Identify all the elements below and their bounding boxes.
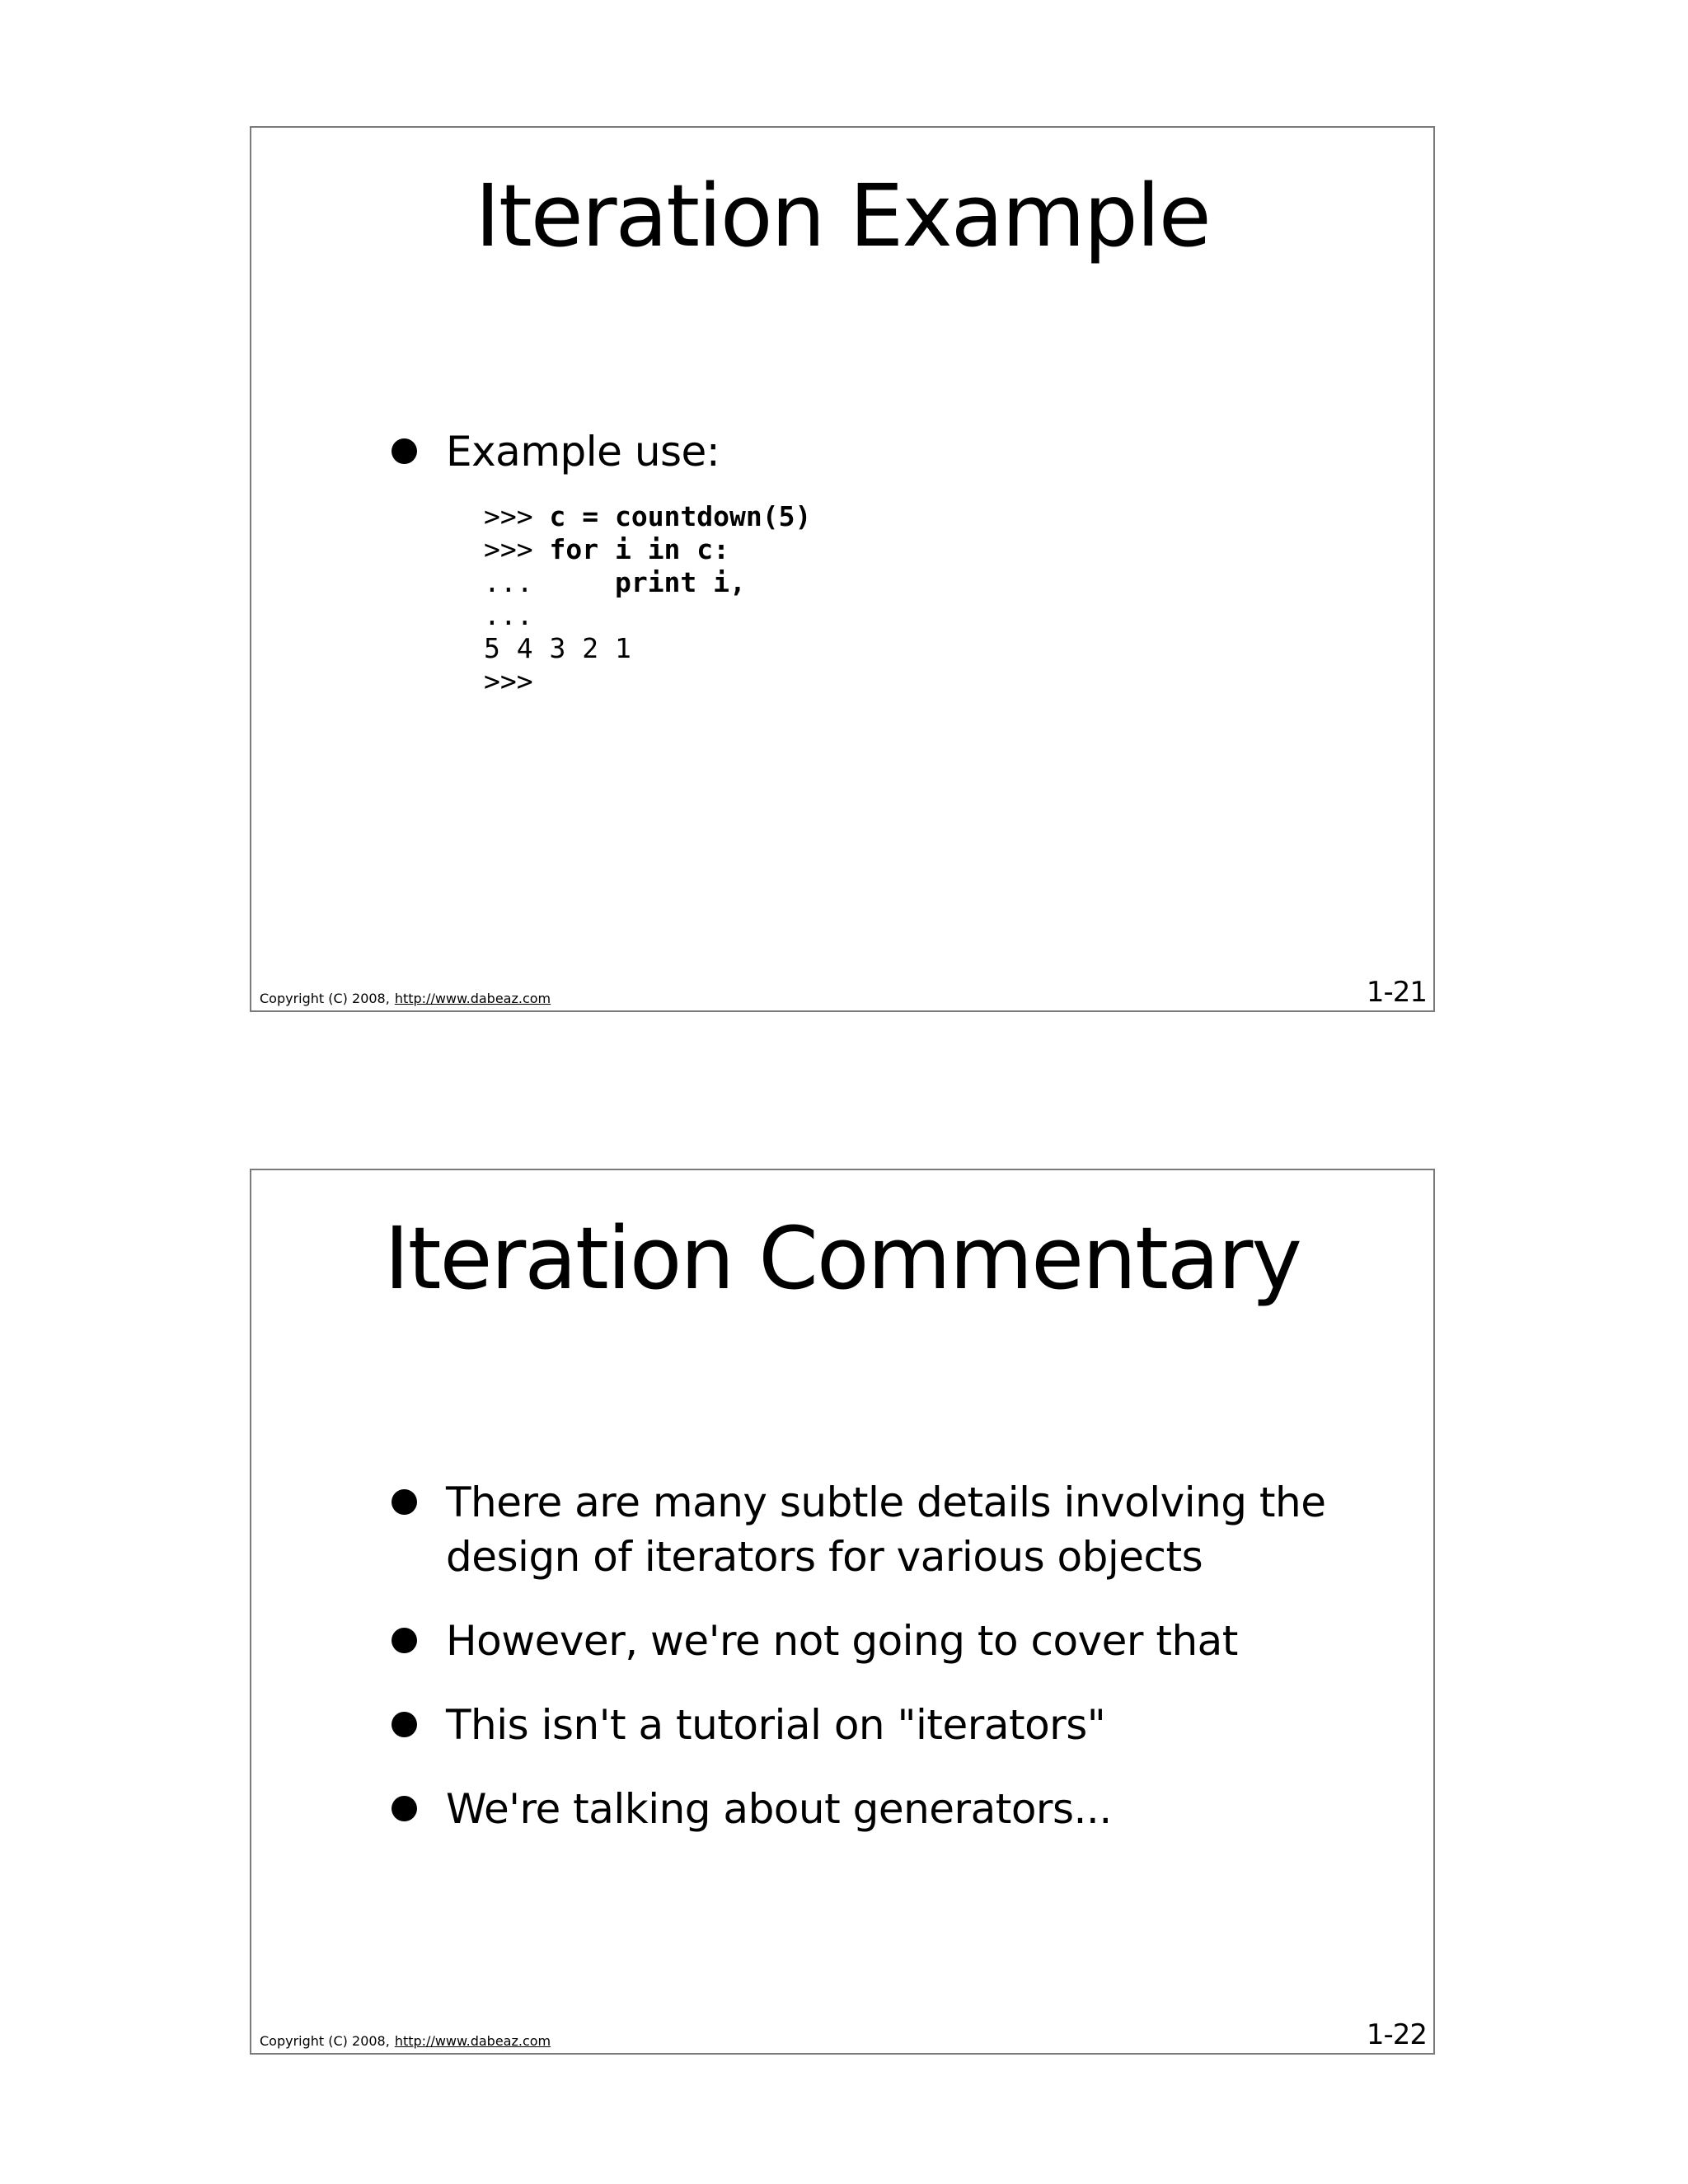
code-command: print i, <box>614 566 746 598</box>
bullet-dot-icon <box>392 1796 417 1821</box>
bullet-text: However, we're not going to cover that <box>446 1617 1238 1665</box>
page-number: 1-21 <box>1366 976 1427 1009</box>
page-number: 1-22 <box>1366 2018 1427 2051</box>
code-prompt: ... <box>484 566 615 598</box>
code-prompt: ... <box>484 599 533 631</box>
code-command: for i in c: <box>549 533 730 565</box>
bullet-dot-icon <box>392 438 417 464</box>
bullet-item <box>392 1782 1384 1836</box>
slide-1-21 <box>250 126 1435 1012</box>
code-prompt: >>> <box>484 665 533 697</box>
slide-title: Iteration Example <box>475 166 1210 266</box>
bullet-dot-icon <box>392 1628 417 1653</box>
bullet-dot-icon <box>392 1489 417 1515</box>
bullet-item <box>392 1614 1384 1668</box>
footer-link[interactable]: http://www.dabeaz.com <box>394 991 551 1006</box>
code-output: 5 4 3 2 1 <box>484 632 631 664</box>
code-line <box>484 599 811 632</box>
slide-title: Iteration Commentary <box>384 1208 1301 1309</box>
copyright-text: Copyright (C) 2008, <box>260 991 390 1006</box>
code-prompt: >>> <box>484 500 550 532</box>
code-block <box>484 500 811 698</box>
bullet-list <box>392 1475 1384 1866</box>
code-command: c = countdown(5) <box>549 500 812 532</box>
code-line <box>484 566 811 599</box>
code-line <box>484 500 811 533</box>
bullet-text: We're talking about generators... <box>446 1785 1112 1833</box>
footer-copyright <box>260 991 551 1006</box>
bullet-list <box>392 424 1384 509</box>
bullet-text: There are many subtle details involving the design of iterators for various objects <box>446 1479 1326 1581</box>
code-prompt: >>> <box>484 533 550 565</box>
bullet-dot-icon <box>392 1712 417 1737</box>
bullet-text: Example use: <box>446 428 720 476</box>
bullet-text: This isn't a tutorial on "iterators" <box>446 1701 1106 1749</box>
bullet-item <box>392 1475 1384 1584</box>
code-line <box>484 632 811 665</box>
copyright-text: Copyright (C) 2008, <box>260 2033 390 2049</box>
footer-link[interactable]: http://www.dabeaz.com <box>394 2033 551 2049</box>
footer-copyright <box>260 2034 551 2049</box>
bullet-item <box>392 424 1384 479</box>
code-line <box>484 533 811 566</box>
bullet-item <box>392 1698 1384 1752</box>
code-line <box>484 665 811 698</box>
slide-1-22 <box>250 1169 1435 2055</box>
